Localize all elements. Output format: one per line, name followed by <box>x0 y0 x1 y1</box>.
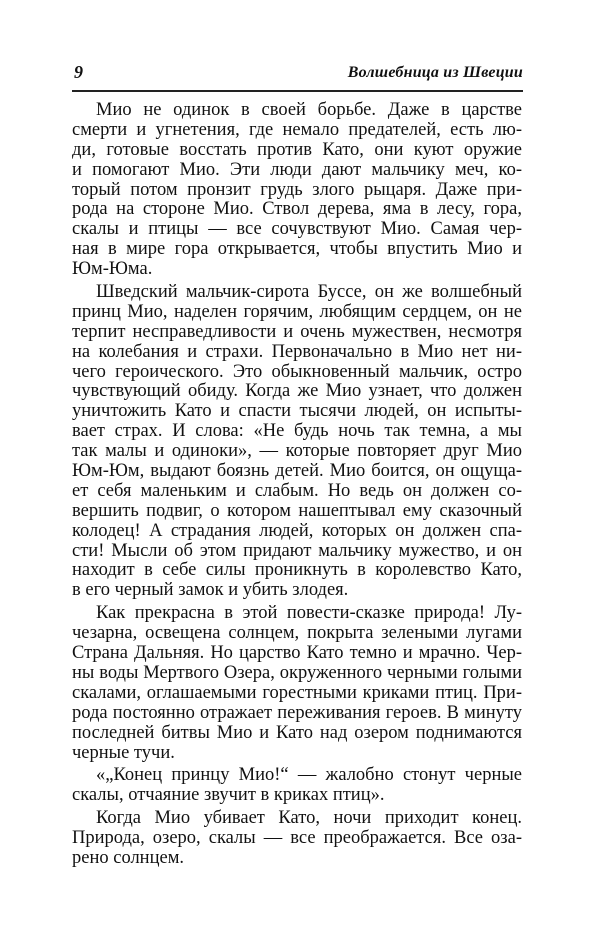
text-line: вает страх. И слова: «Не будь ночь так темна, а мы <box>72 421 522 442</box>
text-line: чего героического. Это обыкновенный мальчик, остро <box>72 361 522 382</box>
text-line: в его черный замок и убить злодея. <box>72 580 349 601</box>
text-line: рено солнцем. <box>72 847 185 868</box>
text-line: Юм-Юма. <box>72 259 153 280</box>
text-line: торый потом пронзит грудь злого рыцаря. Даже при- <box>72 179 522 200</box>
text-line: Страна Дальняя. Но царство Като темно и мрачно. Чер- <box>72 643 522 664</box>
text-line: чувствующий обиду. Когда же Мио узнает, что должен <box>72 381 522 402</box>
text-line: «„Конец принцу Мио!“ — жалобно стонут черные <box>96 765 522 786</box>
text-line: так малы и одиноки», — которые повторяет друг Мио <box>72 441 522 462</box>
paragraph <box>72 809 522 869</box>
text-line: чезарна, освещена солнцем, покрыта зелеными лугами <box>72 623 522 644</box>
text-line: смерти и угнетения, где немало предателей, есть лю- <box>72 119 522 140</box>
text-line: ди, готовые восстать против Като, они куют оружие <box>72 139 522 160</box>
text-line: рода на стороне Мио. Ствол дерева, яма в лесу, гора, <box>72 199 522 220</box>
text-line: терпит несправедливости и очень мужествен, несмотря <box>72 321 522 342</box>
running-title: Волшебница из Швеции <box>347 64 523 81</box>
page-number: 9 <box>74 62 83 82</box>
text-line: рода постоянно отражает переживания героев. В минуту <box>72 702 522 723</box>
text-line: скалы и птицы — все сочувствуют Мио. Самая чер- <box>72 219 522 240</box>
text-line: ны воды Мертвого Озера, окруженного черными голыми <box>72 662 522 683</box>
text-line: Юм-Юм, выдают боязнь детей. Мио боится, он ощуща- <box>72 461 522 482</box>
text-line: скалы, отчаяние звучит в криках птиц». <box>72 785 385 806</box>
text-line: Природа, озеро, скалы — все преображается. Все оза- <box>72 828 522 849</box>
text-line: скалами, оглашаемыми горестными криками птиц. При- <box>72 682 522 703</box>
paragraph <box>72 283 522 601</box>
text-line: и помогают Мио. Эти люди дают мальчику меч, ко- <box>72 159 522 180</box>
paragraph <box>72 766 522 806</box>
text-line: черные тучи. <box>72 742 175 763</box>
paragraph <box>72 604 522 763</box>
page-body-text <box>72 101 522 872</box>
text-line: Мио не одинок в своей борьбе. Даже в царстве <box>96 100 522 120</box>
text-line: ная в мире гора открывается, чтобы впустить Мио и <box>72 239 522 260</box>
text-line: последней битвы Мио и Като над озером поднимаются <box>72 722 522 743</box>
text-line: Как прекрасна в этой повести-сказке природа! Лу- <box>96 603 522 624</box>
text-line: уничтожить Като и спасти тысячи людей, он испыты- <box>72 401 522 422</box>
text-line: на колебания и страхи. Первоначально в Мио нет ни- <box>72 341 522 362</box>
text-line: вершить подвиг, о котором нашептывал ему сказочный <box>72 500 522 521</box>
text-line: ет себя маленьким и слабым. Но ведь он должен со- <box>72 480 522 501</box>
paragraph <box>72 101 522 280</box>
running-header <box>72 60 523 92</box>
text-line: Когда Мио убивает Като, ночи приходит конец. <box>96 808 522 829</box>
text-line: находит в себе силы проникнуть в королевство Като, <box>72 560 522 581</box>
text-line: принц Мио, наделен горячим, любящим сердцем, он не <box>72 301 522 322</box>
text-line: сти! Мысли об этом придают мальчику мужество, и он <box>72 540 522 561</box>
text-line: колодец! А страдания людей, которых он должен спа- <box>72 520 522 541</box>
text-line: Шведский мальчик-сирота Буссе, он же волшебный <box>96 282 522 303</box>
